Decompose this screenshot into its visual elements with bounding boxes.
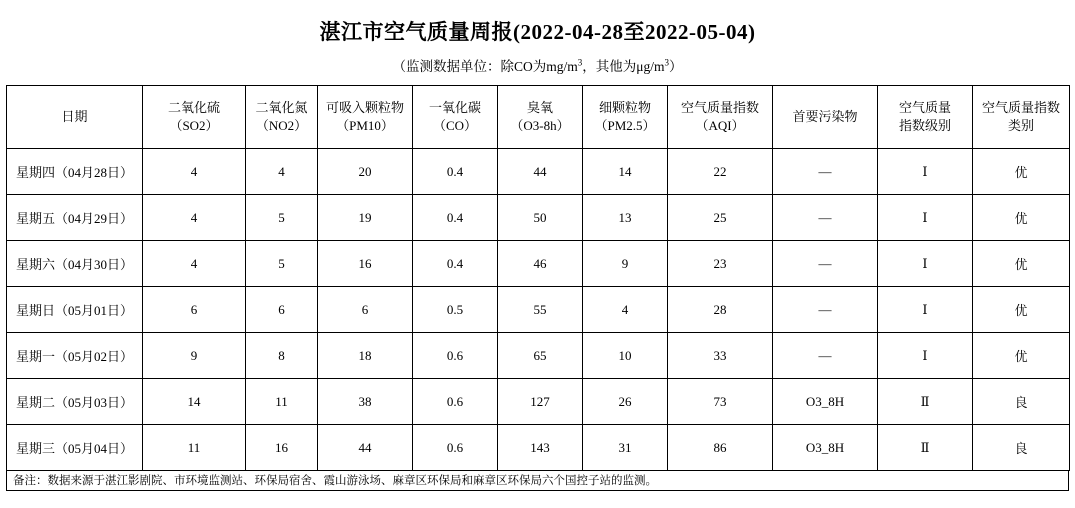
column-header-no2: [246, 86, 318, 149]
cell-so2: 4: [143, 149, 246, 195]
column-header-primary-pollutant: [773, 86, 878, 149]
cell-pm25: 9: [583, 241, 668, 287]
cell-so2: 11: [143, 425, 246, 471]
cell-pm10: 44: [318, 425, 413, 471]
column-header-co-line1: 一氧化碳: [428, 100, 481, 116]
cell-primary-pollutant: —: [773, 149, 878, 195]
cell-o3: 143: [498, 425, 583, 471]
cell-pm25: 13: [583, 195, 668, 241]
column-header-so2: [143, 86, 246, 149]
cell-primary-pollutant: —: [773, 195, 878, 241]
table-header-row: [7, 86, 1070, 149]
cell-co: 0.6: [413, 379, 498, 425]
cell-co: 0.6: [413, 425, 498, 471]
cell-date: 星期六（04月30日）: [7, 241, 143, 287]
cell-aqi-level: Ⅱ: [878, 379, 973, 425]
column-header-aqi-category-line1: 空气质量指数: [981, 100, 1060, 116]
cell-pm25: 31: [583, 425, 668, 471]
column-header-o3: [498, 86, 583, 149]
column-header-aqi-category: [973, 86, 1070, 149]
column-header-primary-pollutant-line1: 首要污染物: [792, 109, 858, 125]
cell-co: 0.4: [413, 195, 498, 241]
column-header-date: [7, 86, 143, 149]
cell-primary-pollutant: —: [773, 287, 878, 333]
cell-pm10: 6: [318, 287, 413, 333]
cell-co: 0.5: [413, 287, 498, 333]
column-header-so2-line1: 二氧化硫: [167, 100, 220, 116]
column-header-pm10: [318, 86, 413, 149]
table-row: [7, 333, 1070, 379]
cell-date: 星期二（05月03日）: [7, 379, 143, 425]
cell-o3: 127: [498, 379, 583, 425]
table-row: [7, 241, 1070, 287]
cell-aqi-category: 良: [973, 425, 1070, 471]
units-note-prefix: （监测数据单位：除CO为mg/m: [392, 59, 578, 74]
column-header-no2-line1: 二氧化氮: [255, 100, 308, 116]
cell-pm10: 16: [318, 241, 413, 287]
cell-aqi: 28: [668, 287, 773, 333]
cell-pm25: 14: [583, 149, 668, 195]
cell-o3: 44: [498, 149, 583, 195]
cell-no2: 8: [246, 333, 318, 379]
cell-pm25: 26: [583, 379, 668, 425]
cell-aqi-category: 优: [973, 287, 1070, 333]
cell-aqi: 73: [668, 379, 773, 425]
cell-so2: 9: [143, 333, 246, 379]
cell-so2: 14: [143, 379, 246, 425]
cell-aqi-category: 优: [973, 195, 1070, 241]
cell-aqi-level: Ⅰ: [878, 149, 973, 195]
cell-o3: 65: [498, 333, 583, 379]
cell-primary-pollutant: O3_8H: [773, 379, 878, 425]
cell-aqi-level: Ⅰ: [878, 195, 973, 241]
cell-co: 0.4: [413, 149, 498, 195]
cell-aqi-category: 优: [973, 241, 1070, 287]
column-header-pm25-line2: （PM2.5）: [594, 118, 656, 133]
column-header-pm10-line2: （PM10）: [336, 118, 394, 133]
column-header-co: [413, 86, 498, 149]
table-header: [7, 86, 1070, 149]
cell-aqi-level: Ⅰ: [878, 241, 973, 287]
cell-no2: 11: [246, 379, 318, 425]
air-quality-table-wrapper: [6, 85, 1069, 471]
column-header-pm10-line1: 可吸入颗粒物: [325, 100, 404, 116]
units-note-suffix: ）: [669, 59, 683, 74]
cell-aqi-level: Ⅰ: [878, 333, 973, 379]
cell-no2: 5: [246, 241, 318, 287]
cell-pm10: 19: [318, 195, 413, 241]
cell-pm25: 4: [583, 287, 668, 333]
cell-aqi: 86: [668, 425, 773, 471]
cell-aqi-category: 优: [973, 149, 1070, 195]
cell-pm10: 20: [318, 149, 413, 195]
cell-date: 星期四（04月28日）: [7, 149, 143, 195]
units-note: [0, 55, 1075, 75]
cell-o3: 50: [498, 195, 583, 241]
column-header-pm25: [583, 86, 668, 149]
cell-co: 0.6: [413, 333, 498, 379]
column-header-co-line2: （CO）: [432, 118, 478, 133]
cell-aqi-category: 良: [973, 379, 1070, 425]
cell-aqi: 23: [668, 241, 773, 287]
cell-so2: 4: [143, 195, 246, 241]
table-footnote: 备注：数据来源于湛江影剧院、市环境监测站、环保局宿舍、霞山游泳场、麻章区环保局和麻章区环保局六个国控子站的监测。: [6, 471, 1069, 491]
cell-primary-pollutant: —: [773, 241, 878, 287]
cell-date: 星期五（04月29日）: [7, 195, 143, 241]
page-title: 湛江市空气质量周报(2022-04-28至2022-05-04): [319, 20, 756, 44]
column-header-o3-line1: 臭氧: [526, 100, 553, 116]
table-row: [7, 149, 1070, 195]
cell-so2: 4: [143, 241, 246, 287]
units-note-sup1: 3: [577, 57, 583, 68]
cell-aqi-level: Ⅰ: [878, 287, 973, 333]
cell-primary-pollutant: —: [773, 333, 878, 379]
units-note-sup2: 3: [664, 57, 669, 68]
column-header-aqi-level-line1: 空气质量: [898, 100, 951, 116]
cell-pm10: 18: [318, 333, 413, 379]
table-row: [7, 287, 1070, 333]
cell-pm25: 10: [583, 333, 668, 379]
cell-date: 星期日（05月01日）: [7, 287, 143, 333]
table-row: [7, 195, 1070, 241]
cell-no2: 6: [246, 287, 318, 333]
column-header-pm25-line1: 细颗粒物: [598, 100, 651, 116]
table-row: [7, 425, 1070, 471]
cell-primary-pollutant: O3_8H: [773, 425, 878, 471]
table-row: [7, 379, 1070, 425]
column-header-date-line1: 日期: [61, 109, 88, 125]
column-header-aqi-level: [878, 86, 973, 149]
cell-date: 星期三（05月04日）: [7, 425, 143, 471]
report-page: [0, 16, 1075, 508]
column-header-aqi-category-line2: 类别: [1007, 118, 1034, 133]
column-header-aqi-level-line2: 指数级别: [898, 118, 951, 133]
cell-aqi-category: 优: [973, 333, 1070, 379]
cell-pm10: 38: [318, 379, 413, 425]
units-note-mid: ，其他为μg/m: [582, 59, 665, 74]
cell-no2: 5: [246, 195, 318, 241]
cell-o3: 46: [498, 241, 583, 287]
cell-aqi-level: Ⅱ: [878, 425, 973, 471]
column-header-aqi-line2: （AQI）: [695, 118, 745, 133]
cell-o3: 55: [498, 287, 583, 333]
cell-date: 星期一（05月02日）: [7, 333, 143, 379]
cell-aqi: 33: [668, 333, 773, 379]
air-quality-table: [6, 85, 1070, 471]
cell-no2: 16: [246, 425, 318, 471]
column-header-o3-line2: （O3-8h）: [510, 118, 570, 133]
table-body: [7, 149, 1070, 471]
cell-no2: 4: [246, 149, 318, 195]
cell-aqi: 25: [668, 195, 773, 241]
cell-aqi: 22: [668, 149, 773, 195]
column-header-so2-line2: （SO2）: [169, 118, 219, 133]
cell-so2: 6: [143, 287, 246, 333]
column-header-no2-line2: （NO2）: [255, 118, 308, 133]
cell-co: 0.4: [413, 241, 498, 287]
column-header-aqi: [668, 86, 773, 149]
column-header-aqi-line1: 空气质量指数: [680, 100, 759, 116]
